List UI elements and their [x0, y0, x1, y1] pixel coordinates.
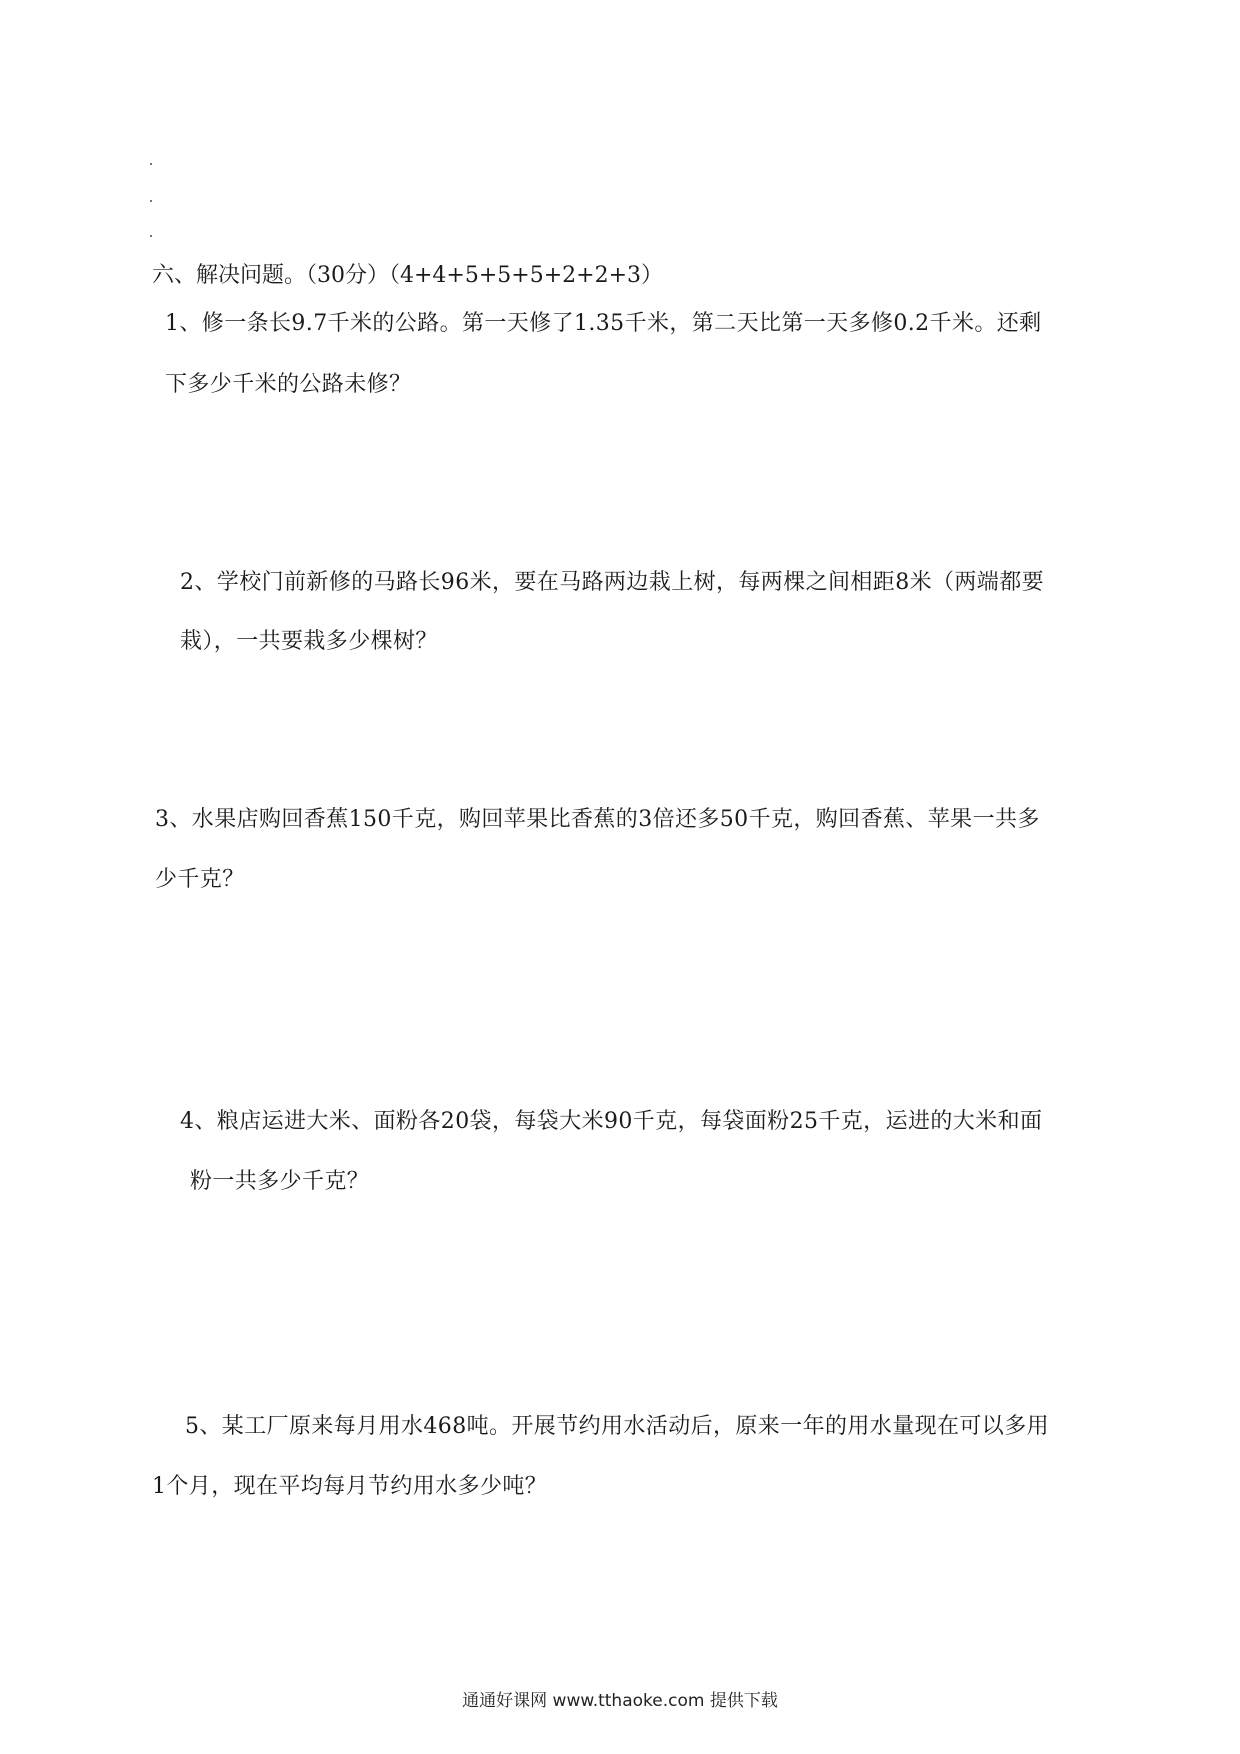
question-4-line-1: 4、粮店运进大米、面粉各20袋，每袋大米90千克，每袋面粉25千克，运进的大米和面 — [180, 1109, 1043, 1134]
section-title: 六、解决问题。（30分）（4+4+5+5+5+2+2+3） — [152, 263, 664, 288]
footer-credit: 通通好课网 www.tthaoke.com 提供下载 — [462, 1691, 778, 1711]
scan-dot — [150, 235, 152, 237]
question-1-line-2: 下多少千米的公路未修？ — [165, 372, 412, 397]
question-3-line-2: 少千克？ — [155, 867, 245, 892]
question-5-line-1: 5、某工厂原来每月用水468吨。开展节约用水活动后，原来一年的用水量现在可以多用 — [185, 1414, 1049, 1439]
question-2-line-2: 栽），一共要栽多少棵树？ — [180, 629, 438, 654]
question-2-line-1: 2、学校门前新修的马路长96米，要在马路两边栽上树，每两棵之间相距8米（两端都要 — [180, 570, 1044, 595]
question-4-line-2: 粉一共多少千克？ — [190, 1169, 370, 1194]
question-3-line-1: 3、水果店购回香蕉150千克，购回苹果比香蕉的3倍还多50千克，购回香蕉、苹果一共多 — [155, 807, 1040, 832]
question-1-line-1: 1、修一条长9.7千米的公路。第一天修了1.35千米，第二天比第一天多修0.2千米。还剩 — [165, 311, 1042, 336]
scan-dot — [150, 200, 152, 202]
scan-dot — [150, 163, 152, 165]
question-5-line-2: 1个月，现在平均每月节约用水多少吨？ — [152, 1474, 548, 1499]
